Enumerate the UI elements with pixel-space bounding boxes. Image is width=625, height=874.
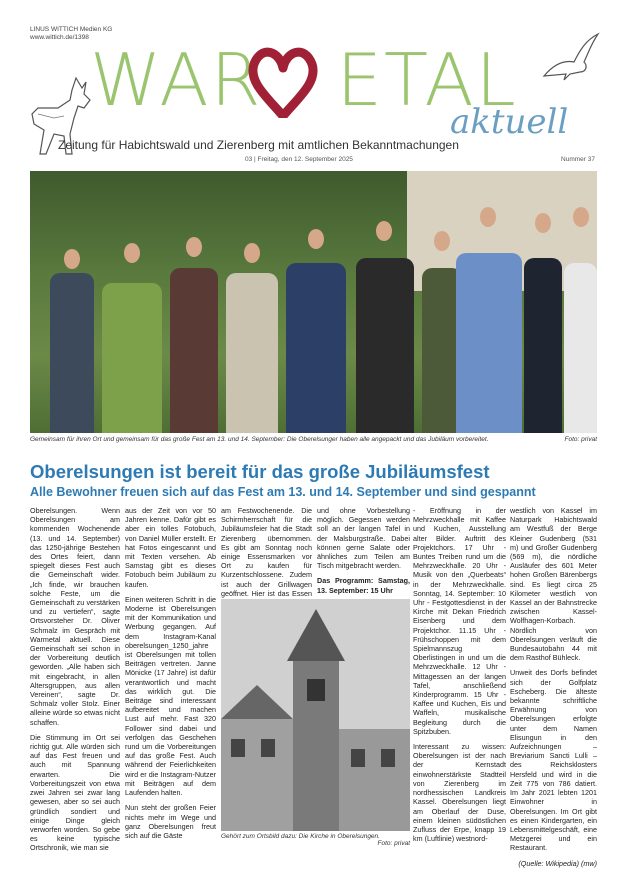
photo-caption [30,436,597,443]
paragraph-source: (Quelle: Wikipedia) (mw) [518,858,597,868]
photo-credit: Foto: privat [564,436,597,443]
church-illustration-icon [221,599,410,831]
church-photo-credit: Foto: privat [377,840,410,847]
paragraph: Die Stimmung im Ort sei richtig gut. Alle würden sich auf das Fest freuen und auch mit Spannung erwarten. Die Vorbereitungszeit von etwa zwei Jahren sei zwar lang gewesen, aber so sei auch gründlich sondiert und einige Dinge gleich verworfen worden. So gebe es keine typische Ortschronik, wie man sie [30,732,120,853]
photo-person [564,263,597,433]
article-column-4 [317,506,410,601]
publisher-url[interactable]: www.wittich.de/1398 [30,34,89,41]
photo-head [64,249,80,269]
paragraph: Nun steht der großen Feier nichts mehr im Wege und ganz Oberelsungen freut sich auf die Gäste [125,803,216,840]
paragraph: Einen weiteren Schritt in die Moderne ist Oberelsungen mit der Kommunikation und Werbung gegangen. Auf dem Instagram-Kanal oberelsungen_1250_jahre ist Oberelsungen mit tollen Beiträgen vertreten. Janne Mönicke (17 Jahre) ist dafür verantwortlich und macht das wirklich gut. Die Beiträge sind interessant aufbereitet und machen Lust auf mehr. Fast 320 Follower sind dabei und verfolgen das Geschehen rund um die Vorbereitungen auf das große Fest. Auch während der Feierlichkeiten wird er die Instagram-Nutzer mit Beiträgen auf dem Laufenden halten. [125,594,216,798]
photo-person [170,268,218,433]
photo-head [480,207,496,227]
church-caption [221,833,410,847]
article-column-3 [221,506,312,613]
church-caption-text: Gehört zum Ortsbild dazu: Die Kirche in Oberelsungen. [221,833,380,840]
paragraph: am Festwochenende. Die Schirmherrschaft für die Jubiläumsfeier hat die Stadt Zierenberg übernommen. Es gibt am Sonntag noch einige Essensmarken vor Ort zu kaufen für Kurzentschlossene. Zudem ist auch der Grillwagen geöffnet. Hier ist das Essen [221,506,312,598]
masthead-title-right: ETAL [336,38,518,122]
paragraph: Unweit des Dorfs befindet sich der Golfplatz Escheberg. Die älteste bekannte schriftliche Erwähnung von Oberelsungen erfolgte unter dem Namen Elisungun in den Aufzeichnungen – Breviarium Sancti Lulli – des Reichsklosters Hersfeld und wird in die Zeit 775 von 786 datiert. Im Jahr 2021 lebten 1201 Einwohner in Oberelsungen. Im Ort gibt es einen Kindergarten, ein Lebensmittelgeschäft, eine Metzgerei und ein Restaurant. [510,668,597,853]
heart-logo-icon [248,46,318,118]
masthead-title-left: WAR [90,38,263,122]
article-column-2 [125,506,216,846]
photo-head [244,243,260,263]
photo-person [50,273,94,433]
photo-head [376,221,392,241]
group-photo [30,171,597,433]
issue-date: 03 | Freitag, den 12. September 2025 [245,156,353,163]
photo-head [124,243,140,263]
photo-head [186,237,202,257]
article-column-5 [413,506,506,849]
photo-head [535,213,551,233]
masthead-tagline: Zeitung für Habichtswald und Zierenberg mit amtlichen Bekanntmachungen [58,138,459,152]
photo-person [524,258,562,433]
article-column-6 [510,506,597,874]
paragraph: - Eröffnung in der Mehrzweckhalle mit Kaffee und Kuchen, Ausstellung alter Bilder. Auftritt des Projektchors. 17 Uhr - Buntes Treiben rund um die Mehrzweckhalle. 20 Uhr - Musik von den „Querbeats“ in der Mehrzweckhalle. Sonntag, 14. September: 10 Uhr - Festgottesdienst in der Kirche mit Dekan Friedrich Eisenberg und dem Projektchor. 11.15 Uhr - Frühschoppen mit dem Spielmannszug Oberlistingen in und um die Mehrzweckhalle. 12 Uhr - Mittagessen an der langen Tafel, anschließend Kinderprogramm. 15 Uhr - Kaffee und Kuchen, Eis und Waffeln, musikalische Begleitung durch die Spitzbuben. [413,506,506,736]
paragraph: aus der Zeit von vor 50 Jahren kenne. Dafür gibt es aber ein tolles Fotobuch, von Daniel Müller erstellt. Er hat Fotos eingescannt und mit Texten versehen. Ab Samstag gibt es dieses Fotobuch beim Jubiläum zu kaufen. [125,506,216,589]
paragraph: Das Programm: Samstag, 13. September: 15 Uhr [317,576,410,595]
photo-caption-text: Gemeinsam für ihren Ort und gemeinsam für das große Fest am 13. und 14. September: Die Oberelsunger haben alle angepackt und das Jubiläum vorbereitet. [30,436,489,443]
paragraph: Interessant zu wissen: Oberelsungen ist der nach der Kernstadt einwohnerstärkste Stadtteil von Zierenberg im nordhessischen Landkreis Kassel. Oberelsungen liegt am Oberlauf der Duse, einem kleinen südöstlichen Zufluss der Erpe, knapp 19 km (Luftlinie) westnord- [413,742,506,844]
article-column-1 [30,506,120,859]
photo-person [102,283,162,433]
article-headline: Oberelsungen ist bereit für das große Jubiläumsfest [30,461,490,482]
paragraph: westlich von Kassel im Naturpark Habichtswald am Westfuß der Berge Kleiner Gudenberg (531 m) und Großer Gudenberg (569 m), die nördliche Ausläufer des 601 Meter hohen Großen Bärenbergs sind. Es liegt circa 25 Kilometer westlich von Kassel an der Bahnstrecke zwischen Kassel-Wolfhagen-Korbach. Nördlich von Oberelsungen verläuft die Bundesautobahn 44 mit dem Rasthof Bühleck. [510,506,597,663]
paragraph: und ohne Vorbestellung möglich. Gegessen werden soll an der langen Tafel in der Malsburgstraße. Dabei können gerne Salate oder ähnliches zum Teilen am Tisch mitgebracht werden. [317,506,410,571]
bird-illustration-icon [540,30,602,82]
photo-head [308,229,324,249]
photo-head [573,207,589,227]
article-subheadline: Alle Bewohner freuen sich auf das Fest am 13. und 14. September und sind gespannt [30,485,536,499]
photo-person [356,258,414,433]
church-photo [221,599,410,831]
photo-person [286,263,346,433]
photo-head [434,231,450,251]
photo-person [226,273,278,433]
masthead-aktuell: aktuell [450,102,569,142]
paragraph: Oberelsungen. Wenn Oberelsungen am kommenden Wochenende (13. und 14. September) das 1250-jährige Bestehen des Ortes feiert, dann spiegelt dieses Fest auch die Gemeinschaft wider. „Ich finde, wir brauchen solche Feste, um die Gemeinschaft zu verstärken und zu vertiefen“, sagte Ortsvorsteher Dr. Oliver Schmalz im Gespräch mit Warmetal aktuell. Diese Gemeinschaft sei schon in der Vorbereitung deutlich geworden. „Alle haben sich mit eingebracht, in allen Altersgruppen, aus allen Vereinen“, sagte Dr. Schmalz voller Stolz. Einer alleine würde so etwas nicht schaffen. [30,506,120,727]
photo-person [456,253,522,433]
publisher-name: LINUS WITTICH Medien KG [30,26,113,33]
issue-number: Nummer 37 [561,156,595,163]
